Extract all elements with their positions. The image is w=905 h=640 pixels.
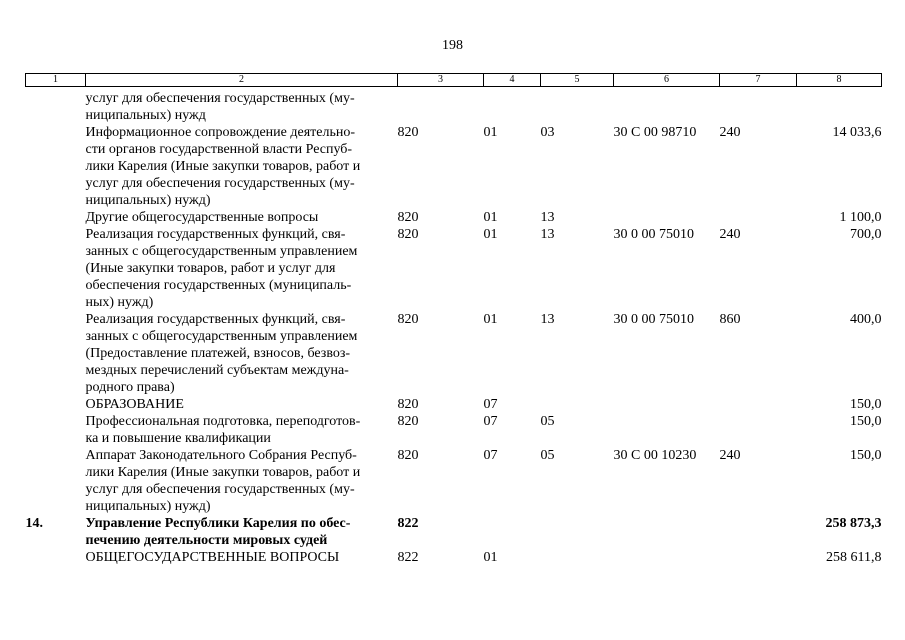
section-code: 07 <box>483 414 498 429</box>
table-row <box>26 549 882 566</box>
administrator-code <box>398 87 484 125</box>
expense-type-code: 860 <box>719 312 741 327</box>
subsection-code <box>541 87 614 125</box>
column-header: 8 <box>797 74 882 87</box>
expense-name: Реализация государственных функций, свя- занных с общегосударственным управлением (Предоставление платежей, взносов, безвоз- мездных перечислений субъектам междуна- родного права) <box>85 312 358 395</box>
administrator-code: 820 <box>397 414 419 429</box>
expense-type-code <box>720 549 797 566</box>
expense-name: Информационное сопровождение деятельно- сти органов государственной власти Респуб- лики Карелия (Иные закупки товаров, работ и услуг для обеспечения государственных (му- ниципальных) нужд) <box>85 125 361 208</box>
table-row <box>26 226 882 311</box>
section-code: 01 <box>483 312 498 327</box>
table-row <box>26 396 882 413</box>
expense-type-code: 240 <box>719 227 741 242</box>
amount-value: 150,0 <box>850 414 882 429</box>
section-code: 01 <box>483 550 498 565</box>
target-article-code <box>614 413 720 447</box>
subsection-code: 03 <box>540 125 555 140</box>
budget-table <box>25 73 882 566</box>
expense-name: Аппарат Законодательного Собрания Респуб- лики Карелия (Иные закупки товаров, работ и услуг для обеспечения государственных (му- ниципальных) нужд) <box>85 448 361 514</box>
expense-name: услуг для обеспечения государственных (му- ниципальных) нужд <box>85 91 355 123</box>
target-article-code <box>614 396 720 413</box>
target-article-code: 30 0 00 75010 <box>613 227 694 242</box>
subsection-code: 05 <box>540 414 555 429</box>
administrator-code: 822 <box>397 550 419 565</box>
expense-type-code <box>720 413 797 447</box>
table-row <box>26 124 882 209</box>
expense-name: ОБРАЗОВАНИЕ <box>85 397 184 412</box>
subsection-code: 05 <box>540 448 555 463</box>
amount-value: 150,0 <box>850 397 882 412</box>
column-header: 5 <box>541 74 614 87</box>
target-article-code: 30 С 00 98710 <box>613 125 697 140</box>
expense-name: Профессиональная подготовка, переподготов- ка и повышение квалификации <box>85 414 361 446</box>
target-article-code <box>614 515 720 549</box>
row-number <box>26 226 86 311</box>
column-header: 3 <box>398 74 484 87</box>
table-row <box>26 515 882 549</box>
expense-name: Управление Республики Карелия по обес- печению деятельности мировых судей <box>85 516 351 548</box>
row-number <box>26 87 86 125</box>
subsection-code: 13 <box>540 210 555 225</box>
target-article-code <box>614 87 720 125</box>
target-article-code <box>614 209 720 226</box>
section-code <box>484 87 541 125</box>
amount-value: 1 100,0 <box>839 210 882 225</box>
row-number <box>26 124 86 209</box>
amount-value: 150,0 <box>850 448 882 463</box>
expense-type-code: 240 <box>719 125 741 140</box>
amount-value: 258 611,8 <box>826 550 882 565</box>
expense-name: Реализация государственных функций, свя- занных с общегосударственным управлением (Иные закупки товаров, работ и услуг для обеспечения государственных (муниципаль- ных) нужд) <box>85 227 358 310</box>
administrator-code: 820 <box>397 312 419 327</box>
section-code: 07 <box>483 448 498 463</box>
expense-name: ОБЩЕГОСУДАРСТВЕННЫЕ ВОПРОСЫ <box>85 550 340 565</box>
amount-value <box>797 87 882 125</box>
amount-value: 258 873,3 <box>825 516 882 531</box>
table-header <box>26 74 882 87</box>
expense-type-code <box>720 515 797 549</box>
subsection-code: 13 <box>540 227 555 242</box>
row-number <box>26 311 86 396</box>
row-number <box>26 447 86 515</box>
subsection-code <box>541 396 614 413</box>
page-number: 198 <box>442 38 463 53</box>
section-code: 01 <box>483 210 498 225</box>
section-code: 01 <box>483 227 498 242</box>
target-article-code: 30 С 00 10230 <box>613 448 697 463</box>
target-article-code: 30 0 00 75010 <box>613 312 694 327</box>
administrator-code: 820 <box>397 227 419 242</box>
column-header: 4 <box>484 74 541 87</box>
section-code: 07 <box>483 397 498 412</box>
expense-type-code: 240 <box>719 448 741 463</box>
administrator-code: 820 <box>397 397 419 412</box>
amount-value: 700,0 <box>850 227 882 242</box>
target-article-code <box>614 549 720 566</box>
row-number: 14. <box>25 516 43 531</box>
table-row <box>26 447 882 515</box>
column-header: 7 <box>720 74 797 87</box>
row-number <box>26 549 86 566</box>
amount-value: 14 033,6 <box>832 125 882 140</box>
amount-value: 400,0 <box>850 312 882 327</box>
administrator-code: 822 <box>397 516 419 531</box>
table-row <box>26 413 882 447</box>
table-row <box>26 311 882 396</box>
subsection-code <box>541 549 614 566</box>
column-header: 2 <box>86 74 398 87</box>
subsection-code: 13 <box>540 312 555 327</box>
table-row <box>26 209 882 226</box>
expense-name: Другие общегосударственные вопросы <box>85 210 319 225</box>
expense-type-code <box>720 87 797 125</box>
subsection-code <box>541 515 614 549</box>
table-body <box>26 87 882 567</box>
administrator-code: 820 <box>397 448 419 463</box>
column-header: 6 <box>614 74 720 87</box>
expense-type-code <box>720 396 797 413</box>
table-row <box>26 87 882 125</box>
expense-type-code <box>720 209 797 226</box>
section-code: 01 <box>483 125 498 140</box>
row-number <box>26 396 86 413</box>
section-code <box>484 515 541 549</box>
row-number <box>26 413 86 447</box>
administrator-code: 820 <box>397 125 419 140</box>
row-number <box>26 209 86 226</box>
administrator-code: 820 <box>397 210 419 225</box>
column-header: 1 <box>26 74 86 87</box>
column-number-row <box>26 74 882 87</box>
